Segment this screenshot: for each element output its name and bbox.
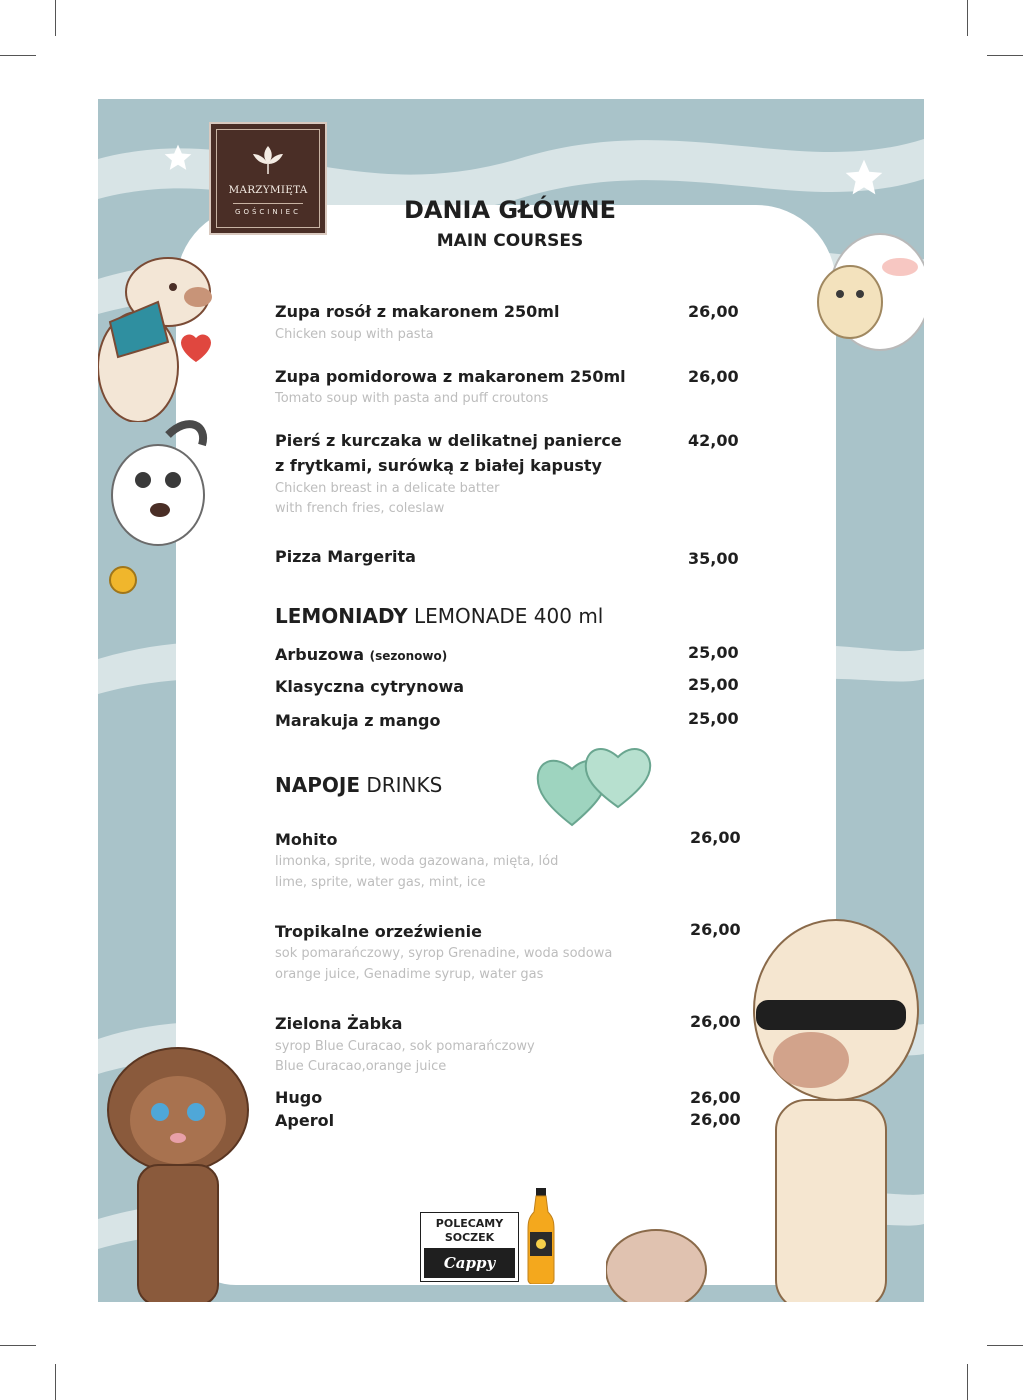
menu-item-name: Zupa rosół z makaronem 250ml (275, 302, 560, 321)
menu-item-name: Aperol (275, 1111, 335, 1130)
menu-item-price: 26,00 (690, 920, 741, 939)
menu-item-name (275, 645, 447, 664)
promo-brand: Cappy (424, 1248, 515, 1278)
menu-item-price: 26,00 (688, 302, 739, 321)
menu-item-name: Tropikalne orzeźwienie (275, 922, 482, 941)
menu-item-desc: Chicken breast in a delicate batter (275, 481, 500, 496)
menu-item-price: 26,00 (690, 1012, 741, 1031)
logo-subtitle: GOŚCINIEC (235, 208, 301, 216)
menu-item-desc: with french fries, coleslaw (275, 501, 445, 516)
menu-item-name: Marakuja z mango (275, 711, 441, 730)
menu-item-name: Zielona Żabka (275, 1014, 403, 1033)
menu-item-name: Mohito (275, 830, 338, 849)
section-heading-bold: LEMONIADY (275, 604, 408, 628)
menu-item-price: 26,00 (690, 1088, 741, 1107)
page-subtitle: MAIN COURSES (436, 231, 584, 251)
crop-mark (55, 1364, 56, 1400)
double-heart-icon (536, 735, 652, 829)
juice-bottle-icon (526, 1188, 556, 1284)
menu-item-price: 42,00 (688, 431, 739, 450)
menu-item-name: Pizza Margerita (275, 547, 416, 566)
menu-item-desc: orange juice, Genadime syrup, water gas (275, 967, 544, 982)
menu-item-desc: Blue Curacao,orange juice (275, 1059, 447, 1074)
star-icon (842, 156, 886, 200)
menu-item-desc: lime, sprite, water gas, mint, ice (275, 875, 486, 890)
menu-item-desc: limonka, sprite, woda gazowana, mięta, lód (275, 854, 559, 869)
menu-item-note: (sezonowo) (369, 649, 448, 663)
section-heading-drinks (275, 773, 442, 797)
crop-mark (987, 1345, 1023, 1346)
crop-mark (967, 1364, 968, 1400)
section-heading-rest: DRINKS (366, 773, 443, 797)
menu-item-name: Klasyczna cytrynowa (275, 677, 465, 696)
menu-item-name: Hugo (275, 1088, 323, 1107)
goat-illustration (98, 415, 216, 595)
promo-line-2: SOCZEK (444, 1231, 495, 1244)
crop-mark (0, 55, 36, 56)
leaf-logo-icon (249, 142, 287, 176)
menu-item-price: 26,00 (690, 1110, 741, 1129)
menu-item-price: 25,00 (688, 675, 739, 694)
heart-icon (178, 330, 214, 364)
menu-item-desc: Chicken soup with pasta (275, 327, 434, 342)
section-heading-bold: NAPOJE (275, 773, 360, 797)
menu-item-price: 25,00 (688, 709, 739, 728)
crop-mark (0, 1345, 36, 1346)
sheep-illustration (800, 222, 924, 372)
menu-item-price: 26,00 (688, 367, 739, 386)
logo-name: MARZYMIĘTA (228, 184, 308, 196)
promo-line-1: POLECAMY (435, 1217, 504, 1230)
brown-alpaca-illustration (98, 1020, 258, 1302)
menu-item-desc: Tomato soup with pasta and puff croutons (275, 391, 549, 406)
cool-alpaca-illustration (606, 900, 924, 1302)
menu-item-desc: syrop Blue Curacao, sok pomarańczowy (275, 1039, 535, 1054)
section-heading-lemonade (275, 604, 603, 628)
crop-mark (987, 55, 1023, 56)
crop-mark (55, 0, 56, 36)
menu-item-name: Zupa pomidorowa z makaronem 250ml (275, 367, 626, 386)
juice-promo-badge (420, 1212, 519, 1282)
star-icon (162, 142, 194, 174)
menu-item-desc: sok pomarańczowy, syrop Grenadine, woda sodowa (275, 946, 613, 961)
section-heading-rest: LEMONADE 400 ml (413, 604, 604, 628)
menu-item-label: Arbuzowa (275, 645, 364, 664)
menu-item-price: 25,00 (688, 643, 739, 662)
crop-mark (967, 0, 968, 36)
menu-item-price: 35,00 (688, 549, 739, 568)
menu-item-price: 26,00 (690, 828, 741, 847)
menu-item-name: z frytkami, surówką z białej kapusty (275, 456, 602, 475)
menu-item-name: Pierś z kurczaka w delikatnej panierce (275, 431, 622, 450)
page-title: DANIA GŁÓWNE (403, 196, 617, 224)
alpaca-illustration (98, 232, 216, 422)
